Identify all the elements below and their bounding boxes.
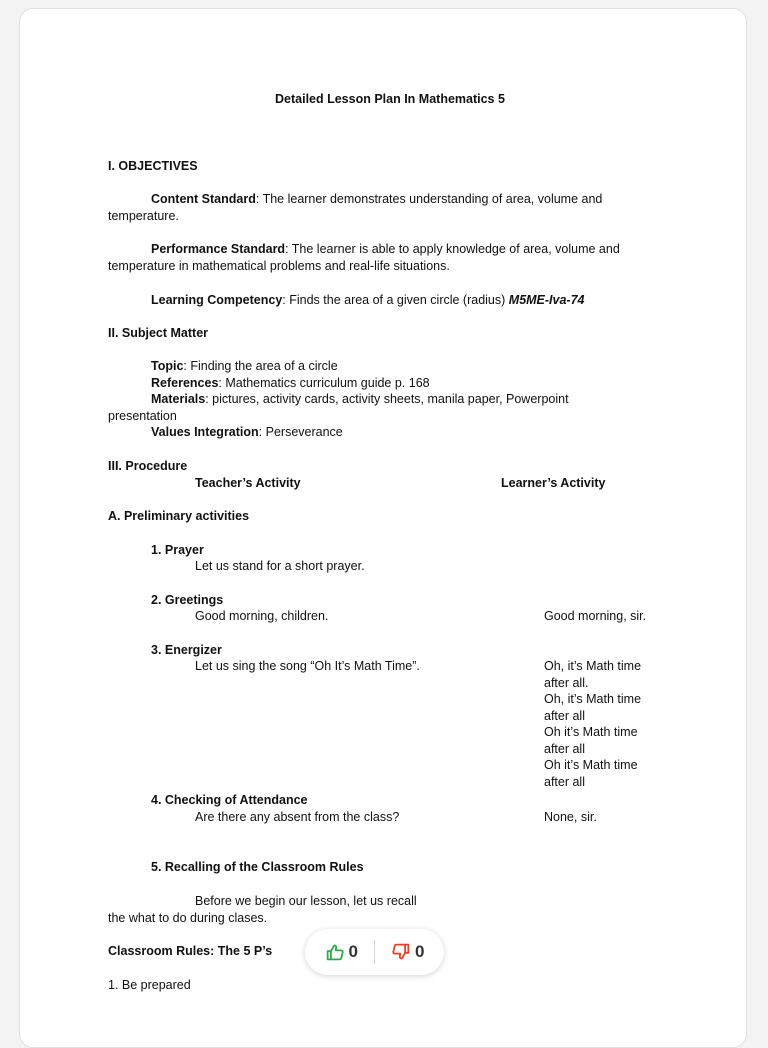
materials-label: Materials bbox=[151, 392, 206, 406]
prayer-teacher: Let us stand for a short prayer. bbox=[195, 559, 365, 573]
content-standard-text: : The learner demonstrates understanding of area, volume and bbox=[255, 192, 603, 206]
subject-matter-details bbox=[108, 358, 668, 441]
content-standard-text-cont: temperature. bbox=[108, 208, 179, 223]
energizer-learner bbox=[544, 658, 664, 790]
prayer-label: 1. Prayer bbox=[151, 543, 204, 557]
energizer-line: Oh it’s Math time bbox=[544, 758, 638, 772]
energizer-line: after all. bbox=[544, 675, 589, 690]
preliminary-heading: A. Preliminary activities bbox=[108, 509, 250, 523]
attendance-learner: None, sir. bbox=[544, 810, 597, 824]
feedback-bar bbox=[305, 929, 444, 975]
feedback-divider bbox=[374, 940, 375, 964]
teacher-activity-header: Teacher’s Activity bbox=[195, 476, 301, 490]
classroom-rules-heading: Classroom Rules: The 5 P’s bbox=[108, 944, 273, 958]
greetings-label: 2. Greetings bbox=[151, 593, 224, 607]
references-label: References bbox=[151, 375, 219, 390]
performance-standard-text: : The learner is able to apply knowledge of area, volume and bbox=[285, 242, 620, 256]
energizer-line: after all bbox=[544, 741, 585, 756]
dislike-button[interactable] bbox=[391, 942, 424, 962]
objectives-heading: I. OBJECTIVES bbox=[108, 159, 198, 173]
topic-label: Topic bbox=[151, 359, 184, 373]
materials-text: : pictures, activity cards, activity sheets, manila paper, Powerpoint bbox=[205, 392, 569, 406]
learning-competency-text: : Finds the area of a given circle (radius) bbox=[282, 293, 509, 307]
procedure-heading: III. Procedure bbox=[108, 459, 188, 473]
energizer-line: after all bbox=[544, 774, 585, 789]
thumbs-down-icon bbox=[391, 943, 411, 961]
materials-text-cont: presentation bbox=[108, 408, 177, 423]
performance-standard bbox=[108, 241, 668, 274]
competency-code: M5ME-Iva-74 bbox=[508, 293, 585, 307]
energizer-label: 3. Energizer bbox=[151, 643, 222, 657]
like-count: 0 bbox=[348, 942, 358, 961]
greetings-learner: Good morning, sir. bbox=[544, 609, 647, 623]
learner-activity-header: Learner’s Activity bbox=[501, 476, 606, 490]
topic-text: : Finding the area of a circle bbox=[183, 359, 338, 373]
rules-text: Before we begin our lesson, let us recall bbox=[195, 894, 417, 908]
like-button[interactable] bbox=[325, 942, 358, 962]
rules-label: 5. Recalling of the Classroom Rules bbox=[151, 860, 364, 874]
greetings-teacher: Good morning, children. bbox=[195, 609, 329, 623]
energizer-line: Oh it’s Math time bbox=[544, 725, 638, 739]
content-standard bbox=[108, 191, 668, 224]
energizer-line: after all bbox=[544, 708, 585, 723]
energizer-line: Oh, it’s Math time bbox=[544, 692, 642, 706]
learning-competency bbox=[108, 292, 668, 309]
values-label: Values Integration bbox=[151, 425, 259, 439]
energizer-line: Oh, it’s Math time bbox=[544, 659, 642, 673]
values-text: : Perseverance bbox=[258, 425, 343, 439]
content-standard-label: Content Standard bbox=[151, 192, 256, 206]
performance-standard-label: Performance Standard bbox=[151, 242, 286, 256]
performance-standard-text-cont: temperature in mathematical problems and real-life situations. bbox=[108, 258, 450, 273]
learning-competency-label: Learning Competency bbox=[151, 293, 283, 307]
dislike-count: 0 bbox=[415, 942, 425, 961]
attendance-teacher: Are there any absent from the class? bbox=[195, 810, 400, 824]
energizer-teacher: Let us sing the song “Oh It’s Math Time”. bbox=[195, 659, 420, 673]
thumbs-up-icon bbox=[325, 943, 345, 961]
references-text: : Mathematics curriculum guide p. 168 bbox=[218, 375, 430, 390]
subject-matter-heading: II. Subject Matter bbox=[108, 326, 209, 340]
attendance-label: 4. Checking of Attendance bbox=[151, 793, 308, 807]
rules-text-cont: the what to do during clases. bbox=[108, 911, 268, 925]
rule-item: 1. Be prepared bbox=[108, 978, 191, 992]
document-title: Detailed Lesson Plan In Mathematics 5 bbox=[275, 92, 505, 106]
